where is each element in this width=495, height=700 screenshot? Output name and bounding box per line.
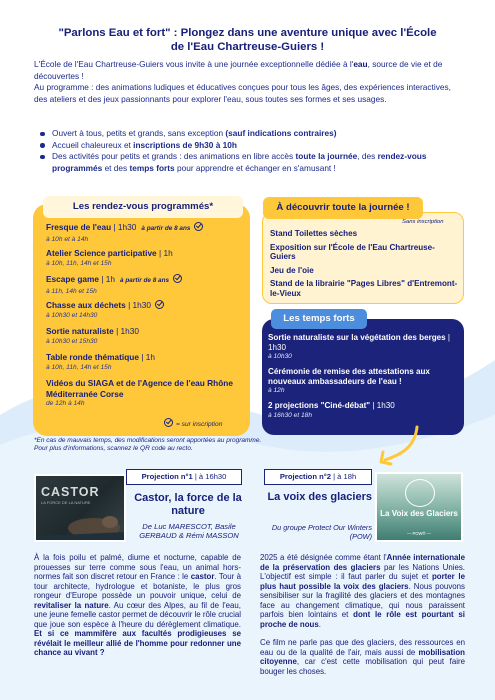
bullet-dot-icon — [40, 155, 45, 160]
circle-logo-icon — [405, 479, 435, 507]
no-registration-note: Sans inscription — [402, 219, 444, 225]
check-circle-icon — [173, 274, 182, 283]
discover-item: Stand de la librairie "Pages Libres" d'Entremont-le-Vieux — [270, 279, 458, 298]
registration-legend: = sur inscription — [164, 418, 222, 428]
projection2-title: La voix des glaciers — [267, 491, 372, 503]
castor-description: À la fois poilu et palmé, diurne et nocturne, capable de prouesses sur terre comme sous l'eau, un animal hors-normes fait son discret retour en France : le castor. Tour à tour architecte, hydrologue et botaniste, le plus gros rongeur d'Europe possède un pouvoir unique, celui de revitaliser la nature. Au cœur des Alpes, au fil de l'eau, une jeune femelle castor permet de découvrir le rôle crucial que joue son espèce à l'heure du dérèglement climatique. Et si ce mammifère aux facultés prodigieuses se révélait le meilleur allié de l'homme pour redonner une chance au vivant ? — [34, 553, 242, 657]
rdv-list — [46, 222, 246, 412]
rdv-item: Fresque de l'eau | 1h30 à partir de 8 ans à 10h et à 14h — [46, 222, 246, 248]
discover-item: Exposition sur l'École de l'Eau Chartreuse-Guiers — [270, 242, 435, 262]
rdv-item: Chasse aux déchets | 1h30 à 10h30 et 14h30 — [46, 300, 246, 326]
bullet-dot-icon — [40, 143, 45, 148]
highlights-list — [268, 333, 460, 426]
discover-item: Jeu de l'oie — [270, 265, 314, 275]
rdv-heading: Les rendez-vous programmés* — [43, 196, 243, 218]
page-title: "Parlons Eau et fort" : Plongez dans une aventure unique avec l'École de l'Eau Chartreuse-Guiers ! — [58, 27, 437, 53]
weather-note: *En cas de mauvais temps, des modifications seront apportées au programme. Pour plus d'informations, scannez le QR code au recto. — [34, 437, 262, 452]
rdv-item: Atelier Science participative | 1h à 10h, 11h, 14h et 15h — [46, 248, 173, 267]
glaciers-poster: La Voix des Glaciers — POW® — — [375, 472, 463, 542]
projection2-label: Projection n°2 | à 18h — [264, 469, 372, 485]
discover-list — [270, 229, 460, 303]
castor-poster: CASTOR LA FORCE DE LA NATURE — [34, 474, 126, 542]
info-bullets — [34, 128, 468, 174]
rdv-item: Escape game | 1h à partir de 8 ans à 11h, 14h et 15h — [46, 274, 246, 300]
projection1-author: De Luc MARESCOT, Basile GERBAUD & Rémi MASSON — [139, 522, 239, 541]
check-circle-icon — [194, 222, 203, 231]
discover-item: Stand Toilettes sèches — [270, 229, 358, 238]
highlight-item: Sortie naturaliste sur la végétation des berges | 1h30 à 10h30 — [268, 333, 451, 361]
projection1-label: Projection n°1 | à 16h30 — [126, 469, 242, 485]
beaver-illustration — [36, 476, 126, 542]
projection1-title: Castor, la force de la nature — [134, 492, 242, 517]
bullet-item: Ouvert à tous, petits et grands, sans exception (sauf indications contraires) — [34, 128, 468, 140]
check-circle-icon — [164, 418, 173, 427]
rdv-item: Table ronde thématique | 1h à 10h, 11h, 14h et 15h — [46, 352, 155, 371]
highlight-item: 2 projections "Ciné-débat" | 1h30 à 16h30 et 18h — [268, 401, 395, 419]
check-circle-icon — [155, 300, 164, 309]
bullet-dot-icon — [40, 132, 45, 137]
highlight-item: Cérémonie de remise des attestations aux nouveaux ambassadeurs de l'eau ! à 12h — [268, 367, 430, 395]
intro-text: L'École de l'Eau Chartreuse-Guiers vous invite à une journée exceptionnelle dédiée à l'eau, source de vie et de découvertes ! Au programme : des animations ludiques et éducatives conçues pour tous les âges, des expériences interactives, des ateliers et des jeux passionnants pour explorer l'eau, sous toutes ses formes et ses usages. — [34, 59, 451, 104]
glaciers-description: 2025 a été désignée comme étant l'Année internationale de la préservation des glaciers par les Nations Unies. L'objectif est simple : il faut parler du sujet et porter le plus haut possible la voix des glaciers. Nous pouvons sensibiliser sur la fragilité des glaciers et des montagnes face au changement climatique, qui nous paraissent parfois bien lointains et dont le rôle est pourtant si proche de nous. Ce film ne parle pas que des glaciers, des ressources en eau ou de la qualité de l'air, mais aussi de mobilisation citoyenne, car c'est cette mobilisation qui peut faire bouger les choses. — [260, 553, 465, 676]
rdv-item: Sortie naturaliste | 1h30 à 10h30 et 15h30 — [46, 326, 140, 345]
bullet-item: Des activités pour petits et grands : des animations en libre accès toute la journée, des rendez-vous programmés et des temps forts pour apprendre et échanger en s'amusant ! — [34, 151, 468, 174]
rdv-item: Vidéos du SIAGA et de l'Agence de l'eau Rhône Méditerranée Corse de 12h à 14h — [46, 378, 233, 407]
curved-arrow-icon — [375, 424, 421, 468]
bullet-item: Accueil chaleureux et inscriptions de 9h30 à 10h — [34, 140, 468, 152]
projection2-author: Du groupe Protect Our Winters (POW) — [271, 523, 372, 541]
discover-heading: À découvrir toute la journée ! — [263, 197, 423, 219]
highlights-heading: Les temps forts — [271, 309, 367, 329]
